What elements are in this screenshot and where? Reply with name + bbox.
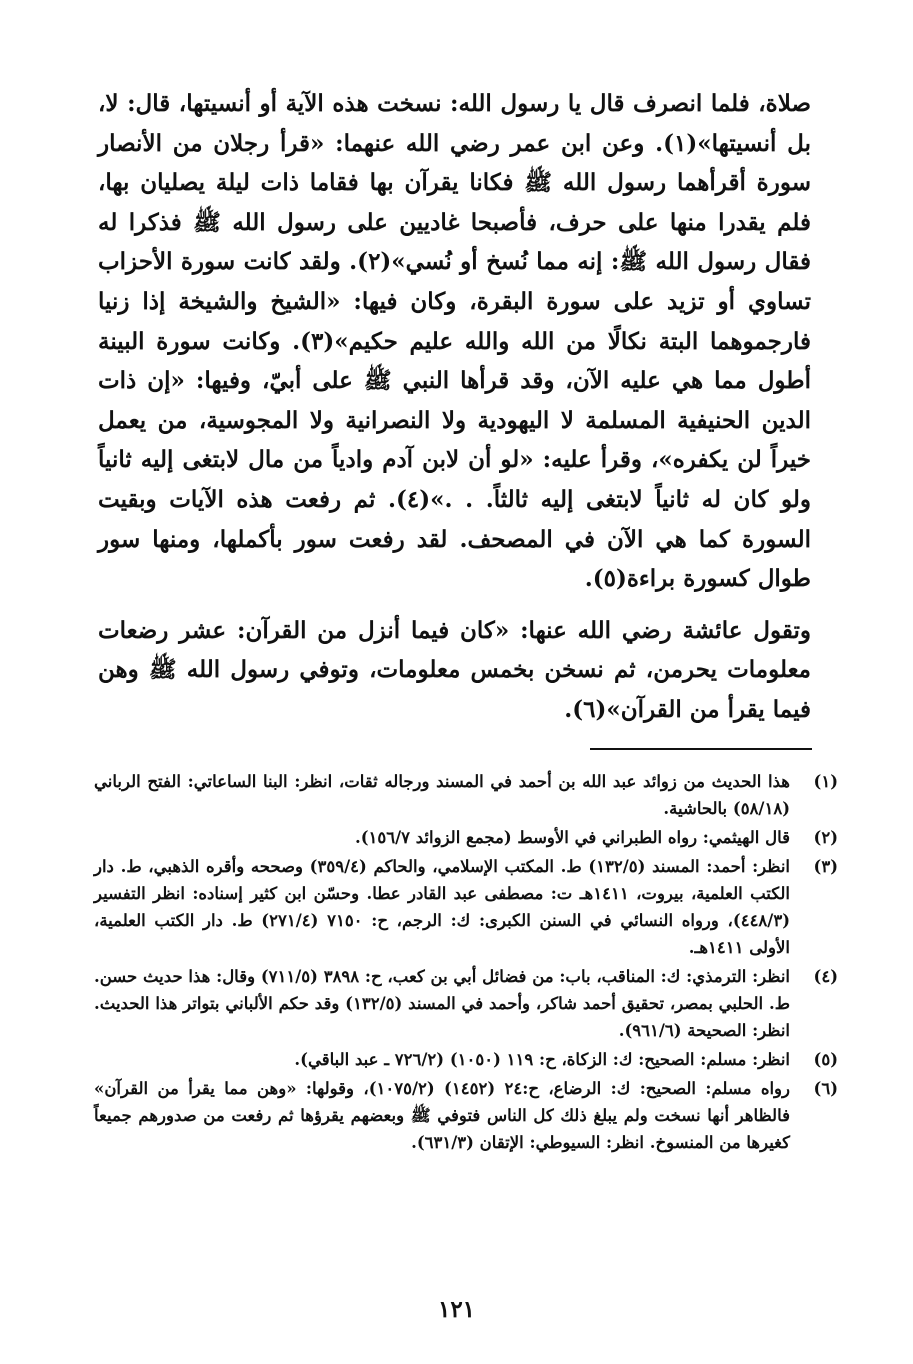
footnote-2: [94, 824, 838, 851]
footnote-text: انظر: الترمذي: ك: المناقب، باب: من فضائل أبي بن كعب، ح: ٣٨٩٨ (٧١١/٥) وقال: هذا حديث حسن. ط. الحلبي بمصر، تحقيق أحمد شاكر، وأحمد في المسند (١٣٢/٥) وقد حكم الألباني بتواتر هذا الحديث. انظر: الصحيحة (٩٦١/٦).: [94, 967, 790, 1040]
footnote-3: [94, 853, 838, 961]
footnote-text: قال الهيثمي: رواه الطبراني في الأوسط (مجمع الزوائد ١٥٦/٧).: [354, 828, 790, 847]
paragraph-2: وتقول عائشة رضي الله عنها: «كان فيما أنزل من القرآن: عشر رضعات معلومات يحرمن، ثم نسخن بخمس معلومات، وتوفي رسول الله ﷺ وهن فيما يقرأ من القرآن»(٦).: [98, 616, 811, 723]
main-text: [98, 84, 811, 730]
footnotes: [94, 768, 838, 1158]
footnote-text: هذا الحديث من زوائد عبد الله بن أحمد في المسند ورجاله ثقات، انظر: البنا الساعاتي: الفتح الرباني (٥٨/١٨) بالحاشية.: [94, 772, 790, 818]
footnote-5: [94, 1046, 838, 1073]
footnote-divider: [590, 748, 812, 750]
footnote-number: (٣): [813, 857, 838, 876]
footnote-4: [94, 963, 838, 1044]
page-number: ١٢١: [437, 1296, 476, 1323]
footnote-number: (٤): [813, 967, 838, 986]
footnote-number: (١): [813, 772, 838, 791]
footnote-number: (٥): [813, 1050, 838, 1069]
footnote-1: [94, 768, 838, 822]
footnote-6: [94, 1075, 838, 1156]
footnote-text: انظر: أحمد: المسند (١٣٢/٥) ط. المكتب الإسلامي، والحاكم (٣٥٩/٤) وصححه وأقره الذهبي، ط. دار الكتب العلمية، بيروت، ١٤١١هـ ت: مصطفى عبد القادر عطا. وحسّن ابن كثير إسناده: انظر التفسير (٤٤٨/٣)، ورواه النسائي في السنن الكبرى: ك: الرجم، ح: ٧١٥٠ (٢٧١/٤) ط. دار الكتب العلمية، الأولى ١٤١١هـ.: [94, 857, 790, 957]
footnote-text: انظر: مسلم: الصحيح: ك: الزكاة، ح: ١١٩ (١٠٥٠) (٧٢٦/٢ ـ عبد الباقي).: [294, 1050, 790, 1069]
footnote-text: رواه مسلم: الصحيح: ك: الرضاع، ح:٢٤ (١٤٥٢) (١٠٧٥/٢)، وقولها: «وهن مما يقرأ من القرآن» فالظاهر أنها نسخت ولم يبلغ ذلك كل الناس فتوفي ﷺ وبعضهم يقرؤها ثم رفعت من صدورهم جميعاً كغيرها من المنسوخ. انظر: السيوطي: الإتقان (٦٣١/٣).: [94, 1079, 790, 1152]
footnote-number: (٢): [813, 828, 838, 847]
footnote-number: (٦): [813, 1079, 838, 1098]
paragraph-1: صلاة، فلما انصرف قال يا رسول الله: نسخت هذه الآية أو أنسيتها، قال: لا، بل أنسيتها»(١). وعن ابن عمر رضي الله عنهما: «قرأ رجلان من الأنصار سورة أقرأهما رسول الله ﷺ فكانا يقرآن بها فقاما ذات ليلة يصليان بها، فلم يقدرا منها على حرف، فأصبحا غاديين على رسول الله ﷺ فذكرا له فقال رسول الله ﷺ: إنه مما نُسخ أو نُسي»(٢). ولقد كانت سورة الأحزاب تساوي أو تزيد على سورة البقرة، وكان فيها: «الشيخ والشيخة إذا زنيا فارجموهما البتة نكالًا من الله والله عليم حكيم»(٣). وكانت سورة البينة أطول مما هي عليه الآن، وقد قرأها النبي ﷺ على أبيّ، وفيها: «إن ذات الدين الحنيفية المسلمة لا اليهودية ولا النصرانية ولا المجوسية، من يعمل خيراً لن يكفره»، وقرأ عليه: «لو أن لابن آدم وادياً من مال لابتغى إليه ثانياً ولو كان له ثانياً لابتغى إليه ثالثاً. . .»(٤). ثم رفعت هذه الآيات وبقيت السورة كما هي الآن في المصحف. لقد رفعت سور بأكملها، ومنها سور طوال كسورة براءة(٥).: [98, 90, 812, 593]
